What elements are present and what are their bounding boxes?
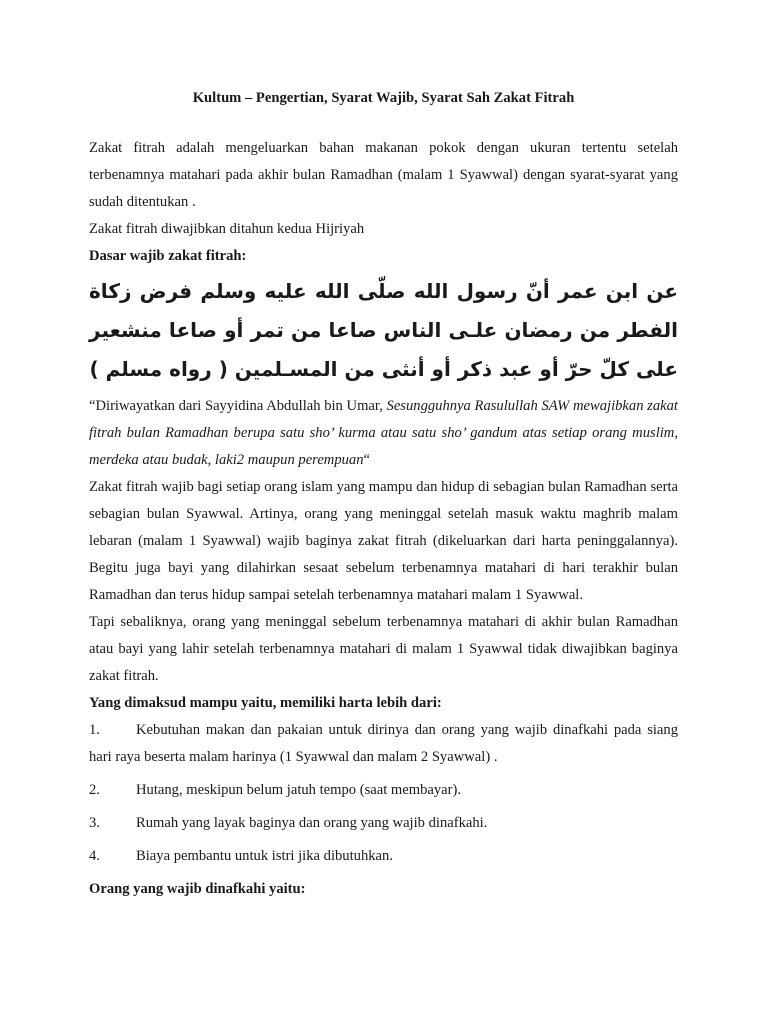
capable-heading: Yang dimaksud mampu yaitu, memiliki harta lebih dari: bbox=[89, 695, 442, 711]
document-title: Kultum – Pengertian, Syarat Wajib, Syarat Sah Zakat Fitrah bbox=[192, 90, 575, 106]
list-item-text: Biaya pembantu untuk istri jika dibutuhkan. bbox=[136, 848, 393, 864]
list-item bbox=[89, 777, 678, 804]
obligation-year-paragraph: Zakat fitrah diwajibkan ditahun kedua Hijriyah bbox=[89, 221, 365, 237]
document-page bbox=[89, 88, 678, 903]
hadith-translation bbox=[89, 393, 678, 474]
quote-italic: Sesungguhnya Rasulullah SAW mewajibkan zakat fitrah bulan Ramadhan berupa satu sho’ kurma atau satu sho’ gandum atas setiap orang muslim, merdeka atau budak, laki2 maupun perempuan bbox=[89, 398, 678, 468]
list-item-text: Kebutuhan makan dan pakaian untuk dirinya dan orang yang wajib dinafkahi pada siang hari raya beserta malam harinya (1 Syawwal dan malam 2 Syawwal) . bbox=[89, 722, 678, 765]
quote-close: “ bbox=[363, 452, 371, 468]
arabic-hadith: عن ابن عمر أنّ رسول الله صلّى الله عليه وسلم فرض زكاة الفطر من رمضان علـى الناس صاعا من تمر أو صاعا منشعير على كلّ حرّ أو عبد ذكر أو أنثى من المسـلمين ( رواه مسلم ) bbox=[89, 279, 678, 381]
list-item-text: Hutang, meskipun belum jatuh tempo (saat membayar). bbox=[136, 782, 462, 798]
basis-heading: Dasar wajib zakat fitrah: bbox=[89, 248, 247, 264]
list-item-number: 4. bbox=[89, 848, 100, 864]
obligation-paragraph: Zakat fitrah wajib bagi setiap orang islam yang mampu dan hidup di sebagian bulan Ramadhan serta sebagian bulan Syawwal. Artinya, orang yang meninggal setelah masuk waktu maghrib malam lebaran (malam 1 Syawwal) wajib baginya zakat fitrah (dikeluarkan dari harta peninggalannya). Begitu juga bayi yang dilahirkan sesaat sebelum terbenamnya matahari di hari terakhir bulan Ramadhan dan terus hidup sampai setelah terbenamnya matahari malam 1 Syawwal. bbox=[89, 479, 678, 603]
list-item-number: 3. bbox=[89, 815, 100, 831]
list-item-text: Rumah yang layak baginya dan orang yang wajib dinafkahi. bbox=[136, 815, 488, 831]
intro-paragraph: Zakat fitrah adalah mengeluarkan bahan makanan pokok dengan ukuran tertentu setelah terbenamnya matahari pada akhir bulan Ramadhan (malam 1 Syawwal) dengan syarat-syarat yang sudah ditentukan . bbox=[89, 140, 678, 210]
capable-list bbox=[89, 717, 678, 870]
dependents-heading: Orang yang wajib dinafkahi yaitu: bbox=[89, 881, 306, 897]
quote-open: “Diriwayatkan dari Sayyidina Abdullah bin Umar, bbox=[89, 398, 387, 414]
list-item bbox=[89, 843, 678, 870]
list-item bbox=[89, 810, 678, 837]
list-item-number: 2. bbox=[89, 782, 100, 798]
list-item: 1. Kebutuhan makan dan pakaian untuk dirinya dan orang yang wajib dinafkahi pada siang hari raya beserta malam harinya (1 Syawwal dan malam 2 Syawwal) . bbox=[89, 717, 678, 771]
exception-paragraph: Tapi sebaliknya, orang yang meninggal sebelum terbenamnya matahari di akhir bulan Ramadhan atau bayi yang lahir setelah terbenamnya matahari di malam 1 Syawwal tidak diwajibkan baginya zakat fitrah. bbox=[89, 614, 678, 684]
